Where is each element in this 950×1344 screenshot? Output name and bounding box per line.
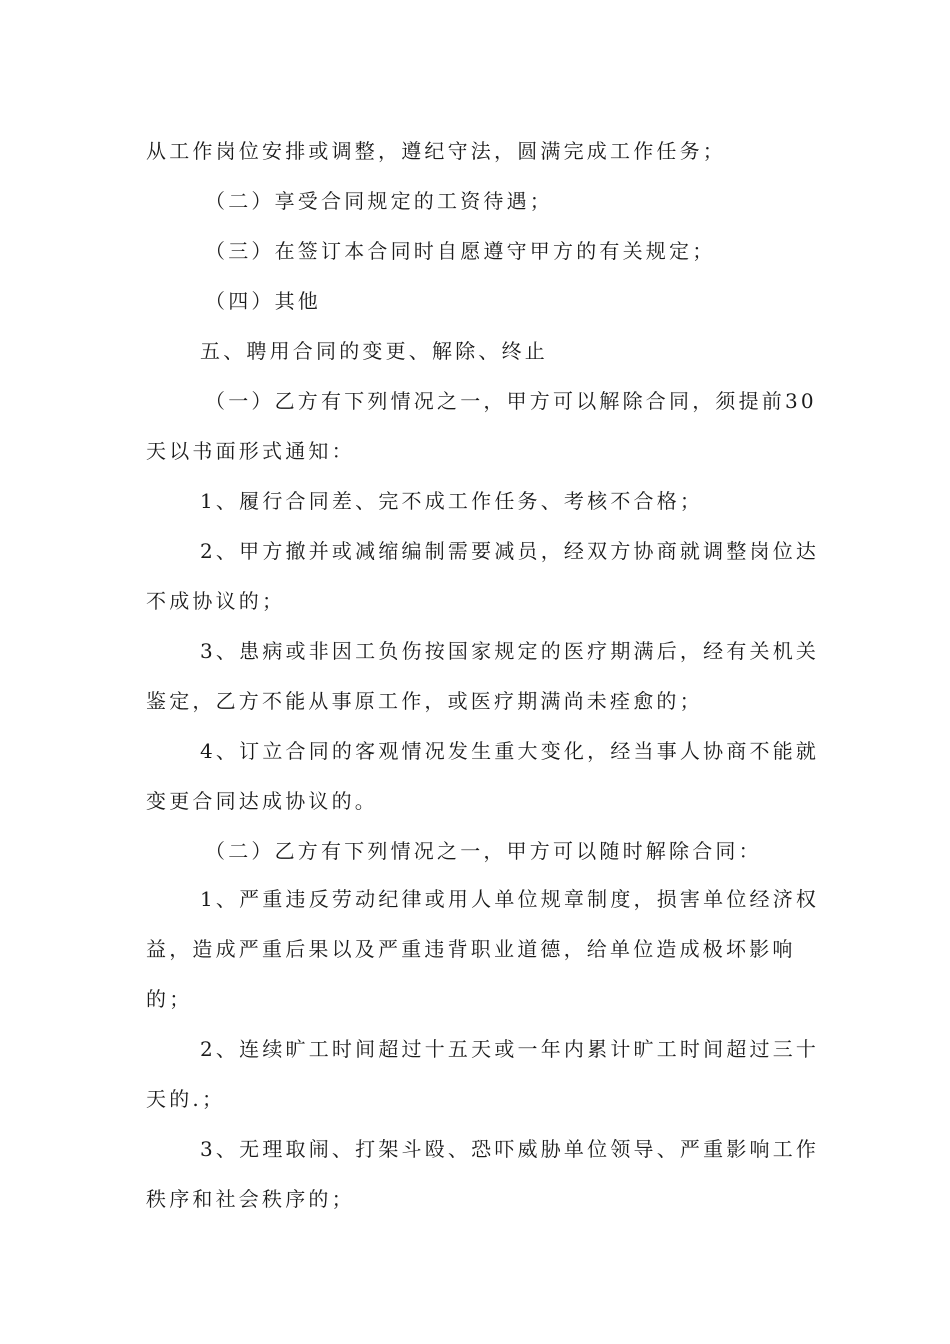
text-line: 不成协议的； <box>146 589 286 613</box>
section-heading: 五、聘用合同的变更、解除、终止 <box>200 339 548 363</box>
text-line: 2、连续旷工时间超过十五天或一年内累计旷工时间超过三十 <box>200 1037 820 1061</box>
text-line: 2、甲方撤并或减缩编制需要减员，经双方协商就调整岗位达 <box>200 539 820 563</box>
text-line: （三）在签订本合同时自愿遵守甲方的有关规定； <box>205 239 716 263</box>
text-line: 3、无理取闹、打架斗殴、恐吓威胁单位领导、严重影响工作 <box>200 1137 820 1161</box>
text-line: 1、履行合同差、完不成工作任务、考核不合格； <box>200 489 704 513</box>
text-line: 3、患病或非因工负伤按国家规定的医疗期满后，经有关机关 <box>200 639 820 663</box>
text-line: （一）乙方有下列情况之一，甲方可以解除合同，须提前30 <box>205 389 817 413</box>
text-line: 益，造成严重后果以及严重违背职业道德，给单位造成极坏影响 <box>146 937 796 961</box>
text-line: （四）其他 <box>205 289 321 313</box>
text-line: （二）享受合同规定的工资待遇； <box>205 189 553 213</box>
text-line: 天的.； <box>146 1087 226 1111</box>
text-line: （二）乙方有下列情况之一，甲方可以随时解除合同： <box>205 839 762 863</box>
text-line: 的； <box>146 987 193 1011</box>
text-line: 天以书面形式通知： <box>146 439 355 463</box>
text-line: 变更合同达成协议的。 <box>146 789 378 813</box>
text-line: 秩序和社会秩序的； <box>146 1187 355 1211</box>
text-line: 鉴定，乙方不能从事原工作，或医疗期满尚未痊愈的； <box>146 689 703 713</box>
text-line: 从工作岗位安排或调整，遵纪守法，圆满完成工作任务； <box>146 139 726 163</box>
text-line: 1、严重违反劳动纪律或用人单位规章制度，损害单位经济权 <box>200 887 820 911</box>
text-line: 4、订立合同的客观情况发生重大变化，经当事人协商不能就 <box>200 739 820 763</box>
